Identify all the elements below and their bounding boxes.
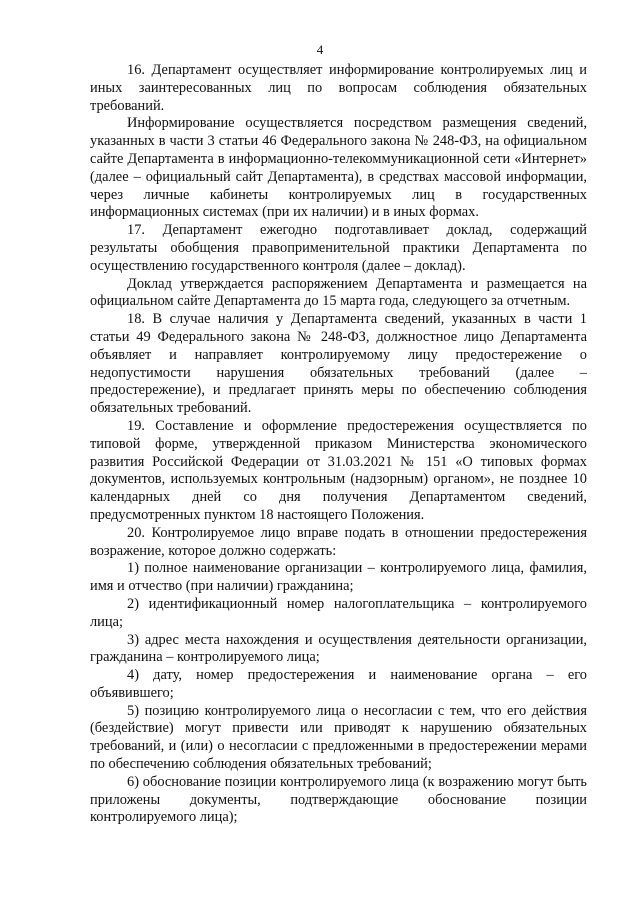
document-body [90, 62, 587, 827]
paragraph-16: 16. Департамент осуществляет информирование контролируемых лиц и иных заинтересованных лиц по вопросам соблюдения обязательных требований. [90, 62, 587, 114]
paragraph-19: 19. Составление и оформление предостережения осуществляется по типовой форме, утвержденной приказом Министерства экономического развития Российской Федерации от 31.03.2021 № 151 «О типовых формах документов, используемых контрольным (надзорным) органом», не позднее 10 календарных дней со дня получения Департаментом сведений, предусмотренных пунктом 18 настоящего Положения. [90, 417, 587, 523]
list-item-3: 3) адрес места нахождения и осуществления деятельности организации, гражданина – контролируемого лица; [90, 631, 587, 666]
paragraph-18: 18. В случае наличия у Департамента сведений, указанных в части 1 статьи 49 Федерального закона № 248-ФЗ, должностное лицо Департамента объявляет и направляет контролируемому лицу предостережение о недопустимости нарушения обязательных требований (далее – предостережение), и предлагает принять меры по обеспечению соблюдения обязательных требований. [90, 311, 587, 417]
list-item-1: 1) полное наименование организации – контролируемого лица, фамилия, имя и отчество (при наличии) гражданина; [90, 560, 587, 595]
list-item-4: 4) дату, номер предостережения и наименование органа – его объявившего; [90, 667, 587, 701]
paragraph-20: 20. Контролируемое лицо вправе подать в отношении предостережения возражение, которое должно содержать: [90, 524, 587, 559]
paragraph-17-report: Доклад утверждается распоряжением Департамента и размещается на официальном сайте Департамента до 15 марта года, следующего за отчетным. [90, 275, 587, 310]
paragraph-16-informing: Информирование осуществляется посредством размещения сведений, указанных в части 3 статьи 46 Федерального закона № 248-ФЗ, на официальном сайте Департамента в информационно-телекоммуникационной сети «Интернет» (далее – официальный сайт Департамента), в средствах массовой информации, через личные кабинеты контролируемых лиц в государственных информационных системах (при их наличии) и в иных формах. [90, 115, 587, 221]
paragraph-17: 17. Департамент ежегодно подготавливает доклад, содержащий результаты обобщения правоприменительной практики Департамента по осуществлению государственного контроля (далее – доклад). [90, 222, 587, 274]
page-number: 4 [316, 42, 324, 57]
list-item-6: 6) обоснование позиции контролируемого лица (к возражению могут быть приложены документы, подтверждающие обоснование позиции контролируемого лица); [90, 773, 587, 826]
list-item-2: 2) идентификационный номер налогоплательщика – контролируемого лица; [90, 595, 587, 630]
list-item-5: 5) позицию контролируемого лица о несогласии с тем, что его действия (бездействие) могут привести или приводят к нарушению обязательных требований, и (или) о несогласии с предложенными в предостережении мерами по обеспечению соблюдения обязательных требований; [90, 702, 587, 773]
